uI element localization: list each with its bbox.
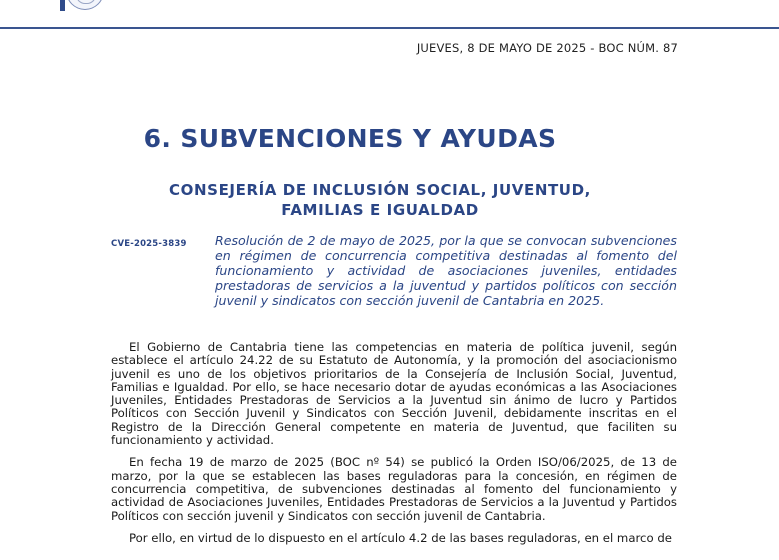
coat-of-arms-icon xyxy=(66,0,104,10)
resolution-title: Resolución de 2 de mayo de 2025, por la que se convocan subvenciones en régimen de concurrencia competitiva destinadas al fomento del funcionamiento y actividad de asociaciones juveniles, entidades prestadoras de servicios a la juventud y partidos políticos con sección juvenil y sindicatos con sección juvenil de Cantabria en 2025. xyxy=(215,233,677,308)
department-title xyxy=(130,180,630,220)
body-paragraph: Por ello, en virtud de lo dispuesto en el artículo 4.2 de las bases reguladoras, en el marco de xyxy=(129,530,672,545)
header-logo-bar xyxy=(0,0,779,14)
cve-code: CVE-2025-3839 xyxy=(111,239,187,249)
body-paragraph: El Gobierno de Cantabria tiene las competencias en materia de política juvenil, según establece el artículo 24.22 de su Estatuto de Autonomía, y la promoción del asociacionismo juvenil es uno de los objetivos prioritarios de la Consejería de Inclusión Social, Juventud, Familias e Igualdad. Por ello, se hace necesario dotar de ayudas económicas a las Asociaciones Juveniles, Entidades Prestadoras de Servicios a la Juventud sin ánimo de lucro y Partidos Políticos con Sección Juvenil y Sindicatos con Sección Juvenil, debidamente inscritas en el Registro de la Dirección General competente en materia de Juventud, que faciliten su funcionamiento y actividad. xyxy=(111,340,677,448)
section-title: 6. SUBVENCIONES Y AYUDAS xyxy=(143,124,557,153)
bulletin-date-line: JUEVES, 8 DE MAYO DE 2025 - BOC NÚM. 87 xyxy=(416,41,678,55)
header-rule xyxy=(0,27,779,29)
department-title-line1: CONSEJERÍA DE INCLUSIÓN SOCIAL, JUVENTUD, xyxy=(169,181,591,199)
department-title-line2: FAMILIAS E IGUALDAD xyxy=(281,201,479,219)
body-paragraph: En fecha 19 de marzo de 2025 (BOC nº 54) se publicó la Orden ISO/06/2025, de 13 de marzo, por la que se establecen las bases reguladoras para la concesión, en régimen de concurrencia competitiva, de subvenciones destinadas al fomento del funcionamiento y actividad de Asociaciones Juveniles, Entidades Prestadoras de Servicios a la Juventud y Partidos Políticos con sección juvenil y Sindicatos con sección juvenil de Cantabria. xyxy=(111,455,677,523)
logo-stripe xyxy=(60,0,65,11)
body-text xyxy=(111,341,677,545)
